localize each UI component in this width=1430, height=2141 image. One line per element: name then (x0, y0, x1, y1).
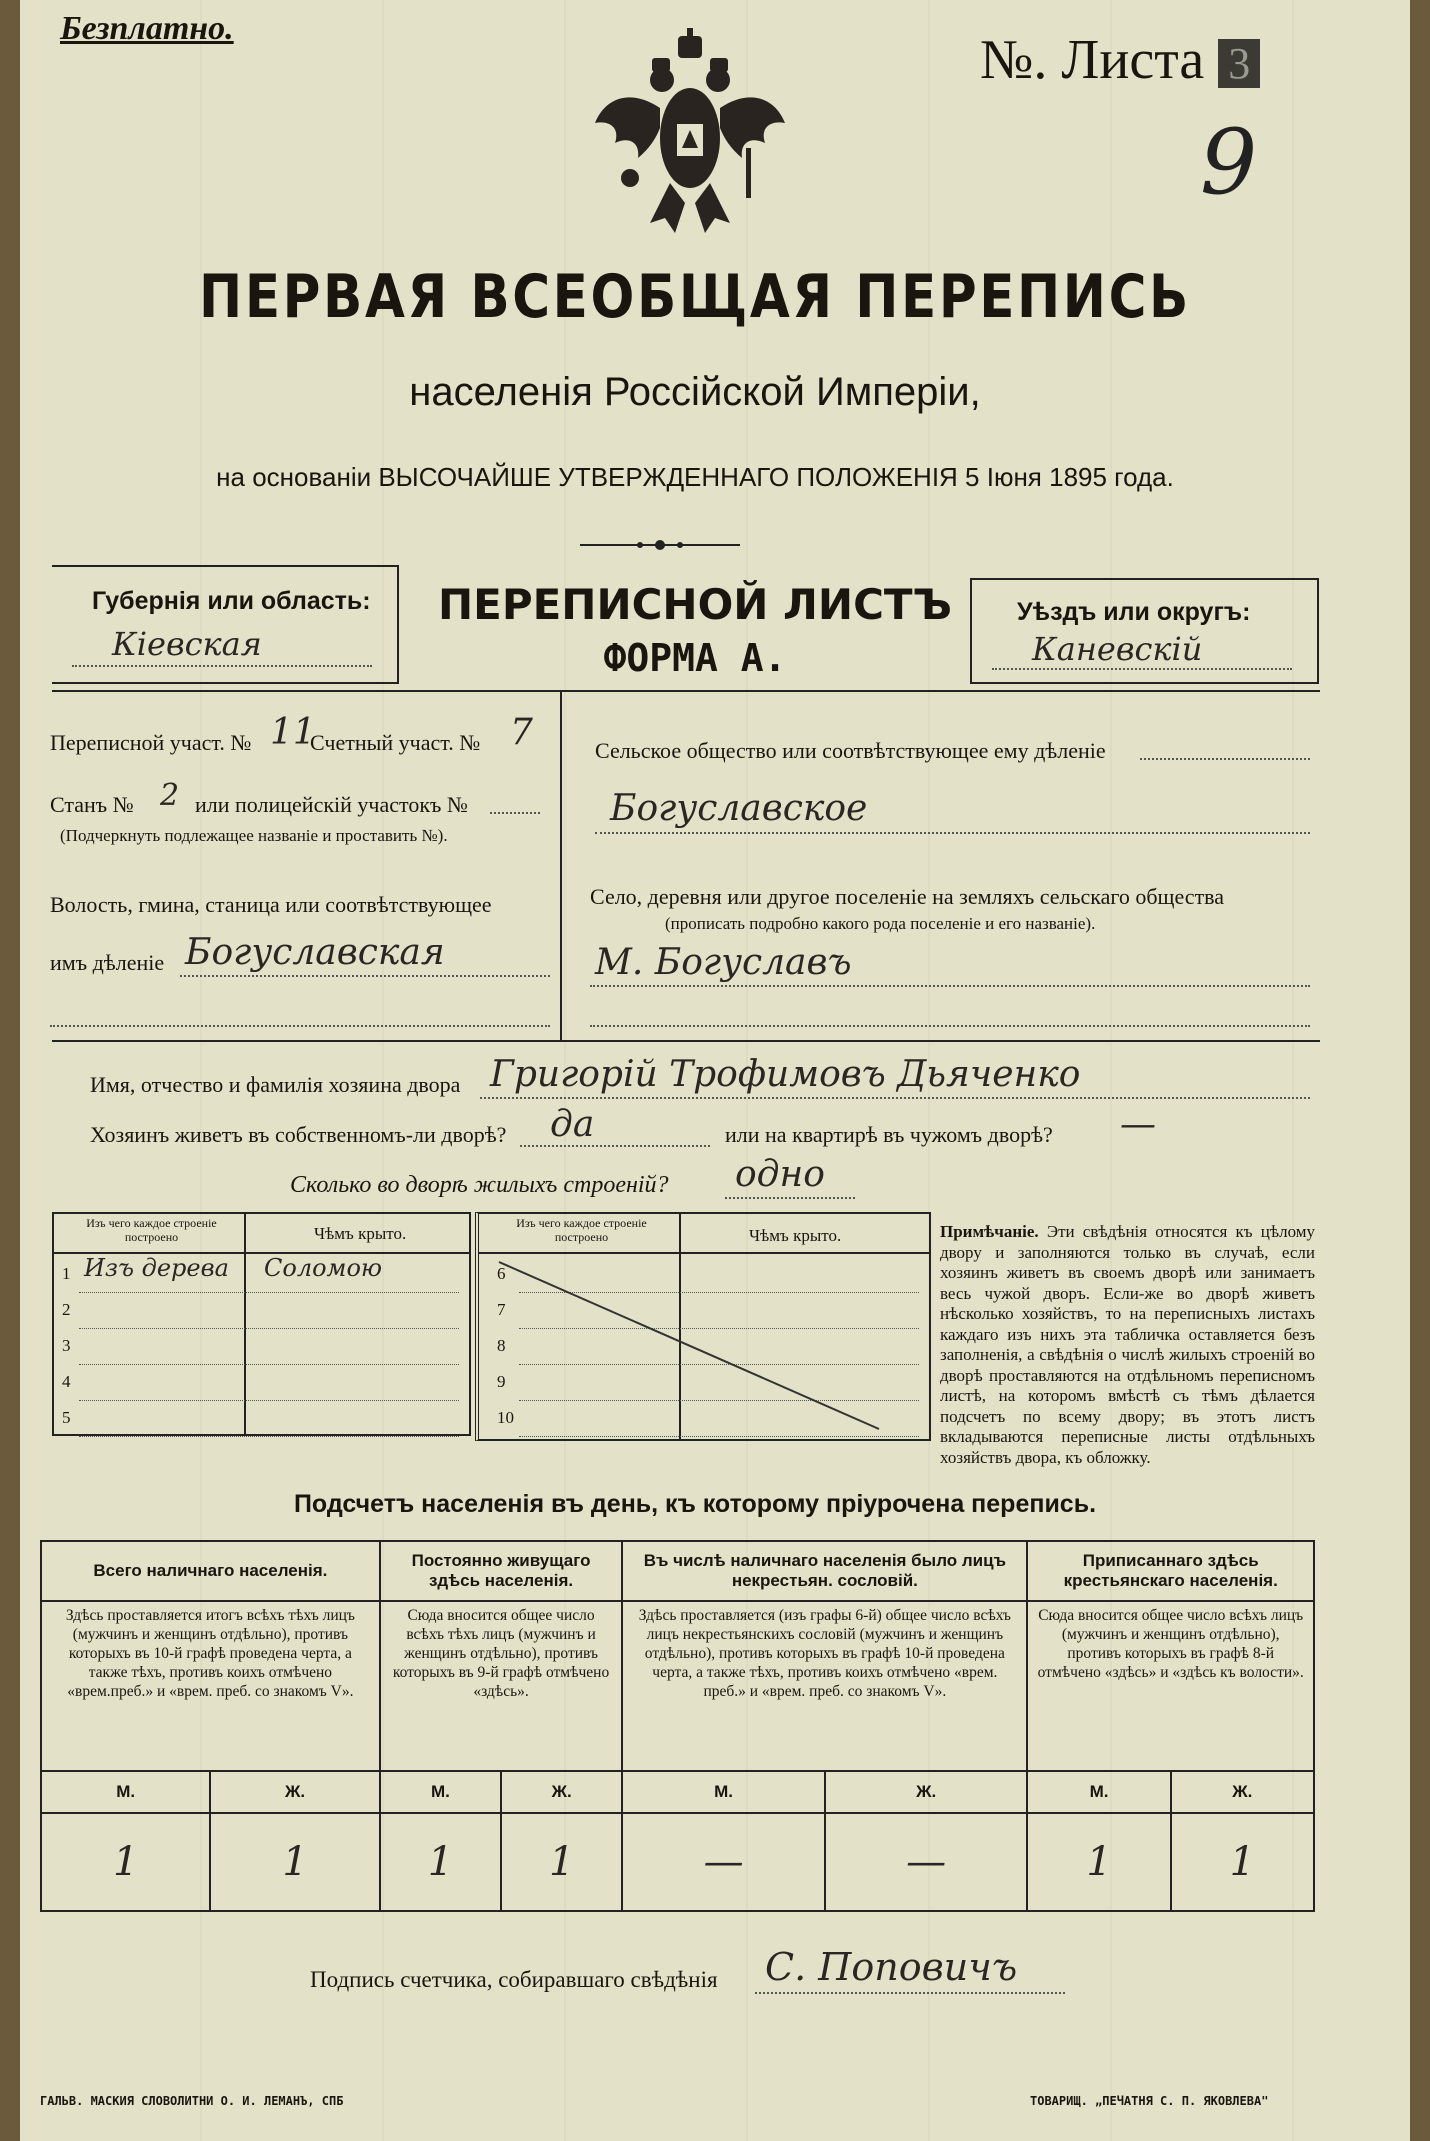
row-number: 3 (62, 1336, 71, 1355)
female-count: — (825, 1813, 1028, 1911)
count-section-label: Счетный участ. № (310, 730, 481, 755)
row-line (79, 1400, 459, 1401)
row-number: 1 (62, 1264, 71, 1283)
district-line (992, 668, 1292, 670)
male-count: — (622, 1813, 825, 1911)
signature-label: Подпись счетчика, собиравшаго свѣдѣнія (310, 1967, 718, 1992)
row-number: 9 (497, 1372, 506, 1391)
table-row (54, 1298, 469, 1332)
village-line-2 (590, 1025, 1310, 1027)
summary-col-head: Постоянно живущаго здѣсь населенія. (380, 1541, 623, 1601)
flourish-ornament-icon (580, 538, 740, 552)
female-count: 1 (210, 1813, 379, 1911)
page-subtitle: населенія Россійской Имперіи, (409, 370, 981, 414)
community-value: Богуславское (610, 788, 868, 829)
volost-line-2 (50, 1025, 550, 1027)
row-number: 8 (497, 1336, 506, 1355)
table-row (54, 1406, 469, 1440)
col-roof-head: Чѣмъ крыто. (314, 1224, 407, 1243)
buildings-value: одно (735, 1154, 825, 1195)
summary-col-desc: Сюда вносится общее число всѣхъ тѣхъ лицъ (мужчинъ и женщинъ отдѣльно), противъ которыхъ въ 9-й графѣ отмѣчено «здѣсь». (380, 1601, 623, 1771)
table-row (54, 1334, 469, 1368)
male-label: М. (380, 1771, 501, 1813)
row-number: 2 (62, 1300, 71, 1319)
note-block (940, 1222, 1315, 1468)
stan-value: 2 (160, 778, 180, 813)
own-yard-line (520, 1145, 710, 1147)
summary-col-desc: Здѣсь проставляется итогъ всѣхъ тѣхъ лицъ (мужчинъ и женщинъ отдѣльно), противъ которыхъ въ 10-й графѣ проведена черта, а также тѣхъ, противъ коихъ отмѣчено «врем.преб.» и «врем. преб. со знакомъ V». (41, 1601, 380, 1771)
section-divider-2 (52, 1040, 1320, 1042)
province-value: Кіевская (112, 625, 262, 663)
census-section-value: 11 (270, 712, 316, 753)
vertical-divider (560, 690, 562, 1040)
female-label: Ж. (501, 1771, 622, 1813)
row-line (79, 1436, 459, 1437)
col-roof-head-right: Чѣмъ крыто. (749, 1226, 842, 1245)
row-number: 5 (62, 1408, 71, 1427)
row-number: 10 (497, 1408, 514, 1427)
page-title: ПЕРВАЯ ВСЕОБЩАЯ ПЕРЕПИСЬ (199, 262, 1191, 332)
col-material-head: Изъ чего каждое строеніе построено (86, 1216, 217, 1244)
signature-value: С. Поповичъ (765, 1945, 1018, 1989)
summary-head-row (41, 1541, 1314, 1601)
note-heading: Примѣчаніе. (940, 1222, 1039, 1241)
volost-label-2: имъ дѣленіе (50, 950, 165, 975)
form-title: ПЕРЕПИСНОЙ ЛИСТЪ (437, 580, 953, 629)
row-roof: Соломою (264, 1254, 383, 1282)
police-label: или полицейскій участокъ № (195, 792, 468, 817)
summary-desc-row (41, 1601, 1314, 1771)
stan-label: Станъ № (50, 792, 134, 817)
rent-label: или на квартирѣ въ чужомъ дворѣ? (725, 1122, 1053, 1147)
summary-col-desc: Здѣсь проставляется (изъ графы 6-й) общее число всѣхъ лицъ некрестьянскихъ сословій (мужчинъ и женщинъ отдѣльно), противъ которыхъ въ графѣ 10-й проведена черта, а также тѣхъ, противъ коихъ отмѣчено «врем. преб.» и «врем. преб. со знакомъ V». (622, 1601, 1027, 1771)
sheet-number-handwritten: 9 (1200, 110, 1258, 215)
female-label: Ж. (1171, 1771, 1314, 1813)
community-line-1 (1140, 758, 1310, 760)
village-line-1 (590, 985, 1310, 987)
own-yard-value: да (550, 1104, 595, 1145)
census-sheet (20, 0, 1410, 2141)
summary-col-head: Въ числѣ наличнаго населенія было лицъ некрестьян. сословій. (622, 1541, 1027, 1601)
own-yard-label: Хозяинъ живетъ въ собственномъ-ли дворѣ? (90, 1122, 507, 1147)
female-count: 1 (501, 1813, 622, 1911)
summary-table (40, 1540, 1315, 1912)
male-count: 1 (41, 1813, 210, 1911)
row-line (79, 1328, 459, 1329)
count-section-value: 7 (510, 712, 533, 753)
summary-col-desc: Сюда вносится общее число всѣхъ лицъ (мужчинъ и женщинъ отдѣльно), противъ которыхъ въ графѣ 8-й отмѣчено «здѣсь» и «здѣсь къ волости». (1027, 1601, 1314, 1771)
community-line-2 (595, 832, 1310, 834)
buildings-table-right (475, 1212, 931, 1441)
row-line (79, 1292, 459, 1293)
province-label: Губернія или область: (92, 587, 371, 615)
row-number: 6 (497, 1264, 506, 1283)
census-section-label: Переписной участ. № (50, 730, 252, 755)
village-value: М. Богуславъ (595, 942, 852, 983)
sheet-number-box: 3 (1218, 39, 1260, 88)
female-count: 1 (1171, 1813, 1314, 1911)
volost-line (180, 975, 550, 977)
volost-label: Волость, гмина, станица или соотвѣтствующее (50, 892, 492, 917)
volost-value: Богуславская (185, 932, 445, 973)
male-label: М. (41, 1771, 210, 1813)
owner-label: Имя, отчество и фамилія хозяина двора (90, 1072, 461, 1097)
row-material: Изъ дерева (84, 1254, 229, 1282)
row-number: 4 (62, 1372, 71, 1391)
buildings-label: Сколько во дворѣ жилыхъ строеній? (290, 1172, 669, 1198)
col-material-head-right: Изъ чего каждое строеніе построено (516, 1216, 647, 1244)
form-subtitle: ФОРМА А. (603, 636, 787, 680)
district-value: Каневскій (1032, 630, 1203, 668)
sheet-number (980, 28, 1260, 92)
male-count: 1 (380, 1813, 501, 1911)
female-label: Ж. (210, 1771, 379, 1813)
underline-note: (Подчеркнуть подлежащее названіе и проставить №). (60, 826, 448, 845)
table-row (54, 1370, 469, 1404)
village-label: Село, деревня или другое поселеніе на земляхъ сельскаго общества (590, 884, 1225, 909)
female-label: Ж. (825, 1771, 1028, 1813)
footer-right: ТОВАРИЩ. „ПЕЧАТНЯ С. П. ЯКОВЛЕВА" (1030, 2094, 1269, 2108)
community-label: Сельское общество или соотвѣтствующее ему дѣленіе (595, 738, 1106, 763)
owner-value: Григорій Трофимовъ Дьяченко (490, 1054, 1081, 1095)
row-number: 7 (497, 1300, 506, 1319)
section-divider (52, 690, 1320, 692)
rent-value: — (1120, 1104, 1156, 1145)
male-count: 1 (1027, 1813, 1170, 1911)
district-box (970, 578, 1319, 684)
summary-value-row (41, 1813, 1314, 1911)
strike-line (479, 1254, 929, 1439)
legal-basis: на основаніи ВЫСОЧАЙШЕ УТВЕРЖДЕННАГО ПОЛОЖЕНІЯ 5 Іюня 1895 года. (216, 462, 1174, 492)
male-label: М. (1027, 1771, 1170, 1813)
sheet-number-label: №. Листа (980, 29, 1205, 91)
village-note: (прописать подробно какого рода поселеніе и его названіе). (665, 914, 1096, 933)
free-label: Безплатно. (60, 10, 234, 47)
summary-col-head: Всего наличнаго населенія. (41, 1541, 380, 1601)
police-line (490, 812, 540, 814)
table-row (54, 1254, 469, 1296)
footer-left: ГАЛЬВ. МАСКИЯ СЛОВОЛИТНИ О. И. ЛЕМАНЪ, СПБ (40, 2094, 344, 2108)
note-text: Эти свѣдѣнія относятся къ цѣлому двору и заполняются только въ случаѣ, если хозяинъ живетъ въ своемъ дворѣ или занимаетъ весь чужой дворъ. Если-же во дворѣ живетъ нѣсколько хозяйствъ, то на переписныхъ листахъ каждаго изъ нихъ эта табличка оставляется безъ заполненія, а свѣдѣнія о числѣ жилыхъ строеній во дворѣ проставляются на отдѣльномъ переписномъ листѣ, на которомъ вмѣстѣ съ тѣмъ дѣлается подсчетъ по всему двору; въ этотъ листъ вкладываются переписные листы отдѣльныхъ хозяйствъ двора, къ обложку. (940, 1222, 1316, 1467)
male-label: М. (622, 1771, 825, 1813)
province-line (72, 665, 372, 667)
buildings-line (725, 1197, 855, 1199)
owner-line (480, 1097, 1310, 1099)
district-label: Уѣздъ или округъ: (1017, 598, 1251, 626)
summary-col-head: Приписаннаго здѣсь крестьянскаго населенія. (1027, 1541, 1314, 1601)
double-headed-eagle-icon (590, 28, 790, 238)
signature-line (755, 1992, 1065, 1994)
summary-mf-row (41, 1771, 1314, 1813)
province-box (52, 565, 399, 684)
row-line (79, 1364, 459, 1365)
summary-title: Подсчетъ населенія въ день, къ которому пріурочена перепись. (293, 1490, 1097, 1518)
buildings-table-left (52, 1212, 471, 1436)
